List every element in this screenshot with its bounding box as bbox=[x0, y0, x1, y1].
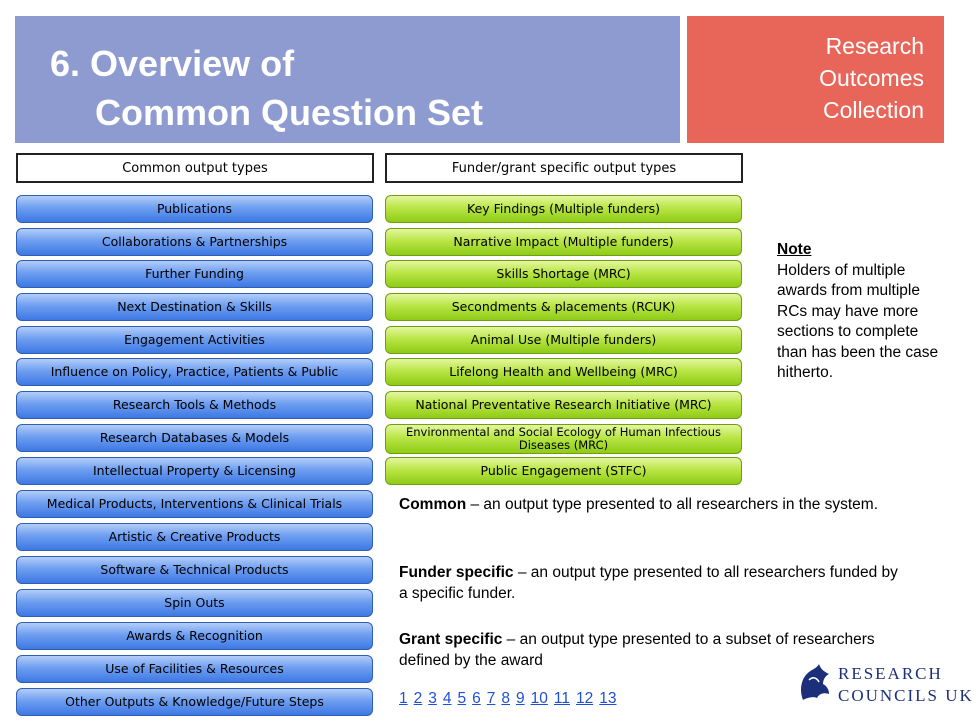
common-output-item[interactable]: Awards & Recognition bbox=[16, 622, 373, 650]
page-link[interactable]: 11 bbox=[553, 690, 570, 707]
common-output-item[interactable]: Further Funding bbox=[16, 260, 373, 288]
common-output-item[interactable]: Artistic & Creative Products bbox=[16, 523, 373, 551]
logo-line2: COUNCILS UK bbox=[838, 686, 974, 705]
legend-funder-specific bbox=[399, 562, 899, 604]
common-output-item[interactable]: Spin Outs bbox=[16, 589, 373, 617]
page-link[interactable]: 1 bbox=[399, 690, 408, 707]
funder-output-item[interactable]: Animal Use (Multiple funders) bbox=[385, 326, 742, 354]
brand-line: Research bbox=[825, 33, 924, 59]
note-body: Holders of multiple awards from multiple RCs may have more sections to complete than has been the case hitherto. bbox=[777, 261, 939, 381]
legend-desc: – an output type presented to all researchers funded by a specific funder. bbox=[399, 564, 898, 602]
brand-line: Outcomes bbox=[819, 65, 924, 91]
common-output-item[interactable]: Use of Facilities & Resources bbox=[16, 655, 373, 683]
funder-column-header: Funder/grant specific output types bbox=[385, 153, 743, 183]
funder-output-item[interactable]: Environmental and Social Ecology of Human Infectious Diseases (MRC) bbox=[385, 424, 742, 454]
page-navigation bbox=[399, 690, 622, 708]
page-link[interactable]: 12 bbox=[575, 690, 594, 707]
funder-output-item[interactable]: Narrative Impact (Multiple funders) bbox=[385, 228, 742, 256]
page-link[interactable]: 3 bbox=[428, 690, 437, 707]
funder-output-item[interactable]: Secondments & placements (RCUK) bbox=[385, 293, 742, 321]
page-link[interactable]: 7 bbox=[486, 690, 496, 707]
funder-output-item[interactable]: Public Engagement (STFC) bbox=[385, 457, 742, 485]
legend-term: Funder specific bbox=[399, 564, 514, 581]
page-title-line1: 6. Overview of bbox=[50, 43, 295, 84]
page-link[interactable]: 13 bbox=[599, 690, 617, 707]
page-link[interactable]: 5 bbox=[457, 690, 467, 707]
brand-band bbox=[687, 16, 944, 143]
common-output-item[interactable]: Research Databases & Models bbox=[16, 424, 373, 452]
common-output-item[interactable]: Intellectual Property & Licensing bbox=[16, 457, 373, 485]
brand-text bbox=[819, 30, 924, 126]
brand-line: Collection bbox=[823, 97, 924, 123]
page-link[interactable]: 8 bbox=[501, 690, 510, 707]
page-link[interactable]: 4 bbox=[442, 690, 452, 707]
common-output-item[interactable]: Publications bbox=[16, 195, 373, 223]
common-output-item[interactable]: Research Tools & Methods bbox=[16, 391, 373, 419]
page-title-line2: Common Question Set bbox=[95, 92, 484, 133]
note-box bbox=[777, 240, 947, 384]
common-output-item[interactable]: Next Destination & Skills bbox=[16, 293, 373, 321]
page-link[interactable]: 10 bbox=[530, 690, 548, 707]
common-output-item[interactable]: Collaborations & Partnerships bbox=[16, 228, 373, 256]
common-output-item[interactable]: Influence on Policy, Practice, Patients & Public bbox=[16, 358, 373, 386]
common-column-header: Common output types bbox=[16, 153, 374, 183]
funder-output-item[interactable]: Key Findings (Multiple funders) bbox=[385, 195, 742, 223]
common-output-item[interactable]: Engagement Activities bbox=[16, 326, 373, 354]
common-output-item[interactable]: Medical Products, Interventions & Clinical Trials bbox=[16, 490, 373, 518]
logo-line1: RESEARCH bbox=[838, 664, 943, 683]
legend-term: Common bbox=[399, 496, 467, 513]
legend-term: Grant specific bbox=[399, 631, 503, 648]
legend-common bbox=[399, 494, 899, 515]
funder-output-item[interactable]: Skills Shortage (MRC) bbox=[385, 260, 742, 288]
note-heading: Note bbox=[777, 241, 812, 258]
page-link[interactable]: 2 bbox=[413, 690, 423, 707]
legend-desc: – an output type presented to all researchers in the system. bbox=[466, 496, 879, 513]
page-link[interactable]: 9 bbox=[516, 690, 525, 707]
funder-output-item[interactable]: National Preventative Research Initiative (MRC) bbox=[385, 391, 742, 419]
common-output-item[interactable]: Other Outputs & Knowledge/Future Steps bbox=[16, 688, 373, 716]
common-output-item[interactable]: Software & Technical Products bbox=[16, 556, 373, 584]
funder-output-item[interactable]: Lifelong Health and Wellbeing (MRC) bbox=[385, 358, 742, 386]
legend-desc: – an output type presented to a subset of researchers defined by the award bbox=[399, 631, 875, 669]
rcuk-lion-icon bbox=[795, 660, 835, 705]
page-link[interactable]: 6 bbox=[472, 690, 481, 707]
